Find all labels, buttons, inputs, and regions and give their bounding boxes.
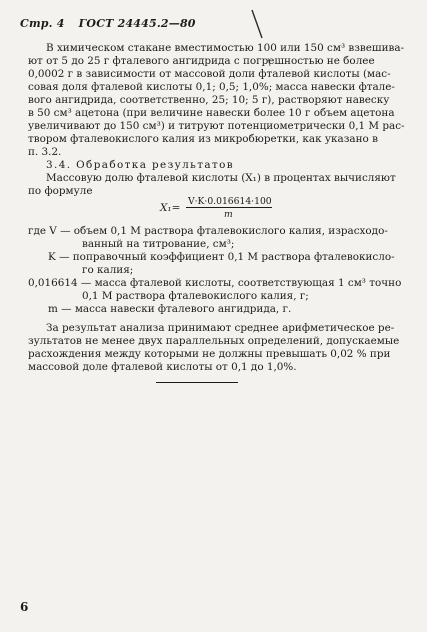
result-line: зультатов не менее двух параллельных определений, допускаемые bbox=[28, 335, 400, 347]
header-standard-number: ГОСТ 24445.2—80 bbox=[78, 17, 196, 30]
definition-line: K — поправочный коэффициент 0,1 М раствора фталевокисло- bbox=[48, 251, 395, 263]
definition-line: 0,016614 — масса фталевой кислоты, соответствующая 1 см³ точно bbox=[28, 277, 402, 289]
body-line: твором фталевокислого калия из микробюретки, как указано в bbox=[28, 133, 378, 145]
definition-line: ванный на титрование, см³; bbox=[82, 238, 235, 250]
body-line: В химическом стакане вместимостью 100 или 150 см³ взвешива- bbox=[46, 42, 405, 54]
body-line: Массовую долю фталевой кислоты (X₁) в процентах вычисляют bbox=[46, 172, 396, 184]
body-line: в 50 см³ ацетона (при величине навески более 10 г объем ацетона bbox=[28, 107, 395, 119]
body-line: ют от 5 до 25 г фталевого ангидрида с погрешностью не более bbox=[28, 55, 375, 67]
body-line: совая доля фталевой кислоты 0,1; 0,5; 1,0%; масса навески фтале- bbox=[28, 81, 395, 93]
formula-lhs: X₁= bbox=[160, 202, 181, 214]
result-line: За результат анализа принимают среднее арифметическое ре- bbox=[46, 322, 395, 334]
body-line: 0,0002 г в зависимости от массовой доли фталевой кислоты (мас- bbox=[28, 68, 391, 80]
header-page-label: Стр. 4 bbox=[20, 17, 65, 30]
fraction-bar bbox=[186, 207, 272, 208]
definition-line: го калия; bbox=[82, 264, 134, 276]
body-line: п. 3.2. bbox=[28, 146, 62, 158]
formula-numerator: V·K·0.016614·100 bbox=[188, 196, 272, 207]
formula bbox=[160, 196, 280, 222]
definition-line: m — масса навески фталевого ангидрида, г. bbox=[48, 303, 292, 315]
formula-denominator: m bbox=[224, 209, 233, 220]
definition-line: где V — объем 0,1 М раствора фталевокислого калия, израсходо- bbox=[28, 225, 388, 237]
body-line: увеличивают до 150 см³) и титруют потенциометрически 0,1 М рас- bbox=[28, 120, 405, 132]
section-heading: 3.4. Обработка результатов bbox=[46, 159, 235, 171]
body-line: вого ангидрида, соответственно, 25; 10; 5 г), растворяют навеску bbox=[28, 94, 390, 106]
body-line: по формуле bbox=[28, 185, 93, 197]
footer-page-number: 6 bbox=[20, 600, 29, 614]
result-line: расхождения между которыми не должны превышать 0,02 % при bbox=[28, 348, 391, 360]
result-line: массовой доле фталевой кислоты от 0,1 до 1,0%. bbox=[28, 361, 297, 373]
end-rule-divider bbox=[156, 382, 238, 383]
definition-line: 0,1 М раствора фталевокислого калия, г; bbox=[82, 290, 309, 302]
page-header bbox=[20, 17, 196, 30]
